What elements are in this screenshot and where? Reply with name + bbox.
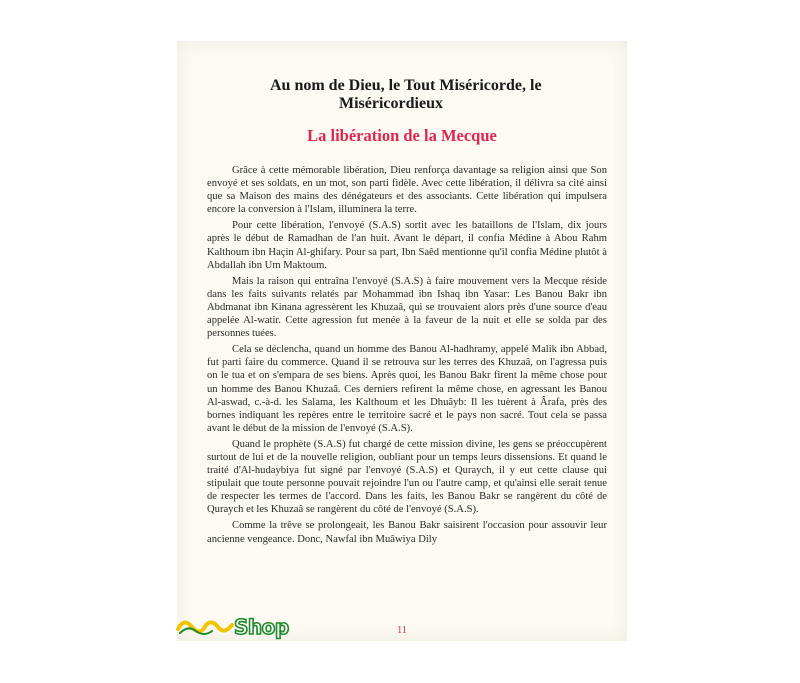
paragraph-2: Pour cette libération, l'envoyé (S.A.S) sortit avec les bataillons de l'Islam, dix jours après le début de Ramadhan de l'an huit. Avant le départ, il confia Médine à Abou Rahm Kalthoum ibn Haçin Al-ghifary. Pour sa part, Ibn Saêd mentionne qu'il confia Médine plutôt à Abdallah ibn Um Maktoum. [207,220,607,271]
paragraph-3: Mais la raison qui entraîna l'envoyé (S.A.S) à faire mouvement vers la Mecque réside dans les faits suivants relatés par Mohammad ibn Ishaq ibn Yasar: Les Banou Bakr ibn Abdmanat ibn Kinana agressèrent les Khuzaâ, qui se trouvaient alors près d'une source d'eau appelée Al-watir. Cette agression fut menée à la faveur de la nuit et elle se solda par des personnes tuées. [207,275,607,340]
page-number: 11 [396,625,408,636]
shop-logo [176,609,306,643]
book-page [177,41,627,641]
paragraph-4: Cela se déclencha, quand un homme des Banou Al-hadhramy, appelé Malik ibn Abbad, fut parti faire du commerce. Quand il se retrouva sur les terres des Khuzaâ, on l'agressa puis on le tua et on s'empara de ses biens. Après quoi, les Banou Bakr firent la même chose pour un homme des Banou Khuzaâ. Ces derniers refirent la même chose, en agressant les Banou Al-aswad, c.-à-d. les Salama, les Kalthoum et les Dhuâyb: Il les tuèrent à Ârafa, près des bornes indiquant les repères entre le territoire sacré et le pays non sacré. Tout cela se passa avant le début de la mission de l'envoyé (S.A.S). [207,344,607,434]
chapter-subtitle: La libération de la Mecque [307,126,497,145]
paragraph-1: Grâce à cette mémorable libération, Dieu renforça davantage sa religion ainsi que Son envoyé et ses soldats, en un mot, son parti fidèle. Avec cette libération, il délivra sa cité ainsi que sa Maison des mains des dénégateurs et des associants. Cette libération qui impulsera encore la conversion à l'Islam, illuminera la terre. [207,165,607,216]
title-line-1: Au nom de Dieu, le Tout Miséricorde, le [270,77,542,94]
page-title [270,77,610,113]
paragraph-5: Quand le prophète (S.A.S) fut chargé de cette mission divine, les gens se préoccupèrent surtout de lui et de la nouvelle religion, oubliant pour un temps leurs dissensions. Et quand le traité d'Al-hudaybiya fut signé par l'envoyé (S.A.S) et Quraych, il y eut cette clause qui stipulait que toute personne pouvait rejoindre l'un ou l'autre camp, et qu'ainsi elle serait tenue de respecter les termes de l'accord. Dans les faits, les Banou Bakr se rangèrent du côté de Quraych et les Khuzaâ se rangèrent du côté de l'envoyé (S.A.S). [207,438,607,516]
body-text [207,164,607,549]
title-line-2: Miséricordieux [339,95,443,112]
shop-logo-text: Shop [234,615,289,639]
paragraph-6: Comme la trêve se prolongeait, les Banou Bakr saisirent l'occasion pour assouvir leur ancienne vengeance. Donc, Nawfal ibn Muâwiya Dily [207,520,607,545]
